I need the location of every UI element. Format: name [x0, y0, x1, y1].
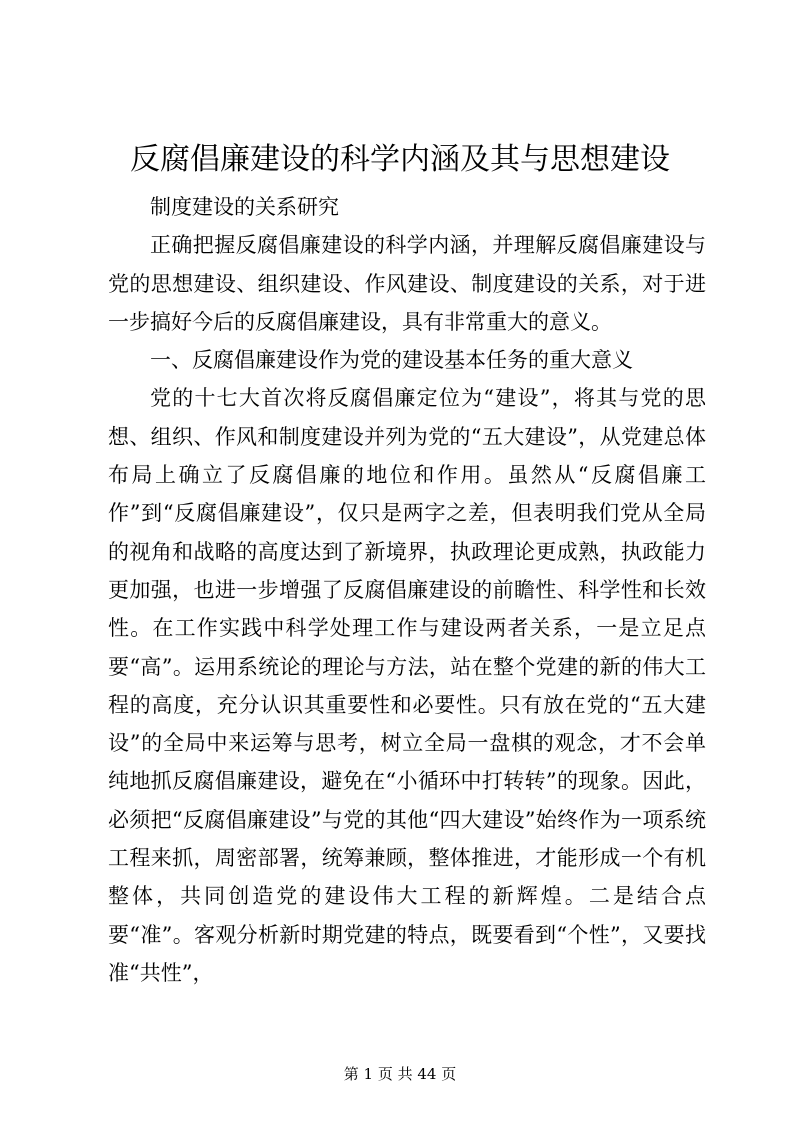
section-heading: 一、反腐倡廉建设作为党的建设基本任务的重大意义 [150, 348, 633, 373]
document-body [108, 188, 706, 992]
paragraph-body: 党的十七大首次将反腐倡廉定位为“建设”，将其与党的思想、组织、作风和制度建设并列为党的“五大建设”，从党建总体布局上确立了反腐倡廉的地位和作用。虽然从“反腐倡廉工作”到“反腐倡廉建设”，仅只是两字之差，但表明我们党从全局的视角和战略的高度达到了新境界，执政理论更成熟，执政能力更加强，也进一步增强了反腐倡廉建设的前瞻性、科学性和长效性。在工作实践中科学处理工作与建设两者关系，一是立足点要“高”。运用系统论的理论与方法，站在整个党建的新的伟大工程的高度，充分认识其重要性和必要性。只有放在党的“五大建设”的全局中来运筹与思考，树立全局一盘棋的观念，才不会单纯地抓反腐倡廉建设，避免在“小循环中打转转”的现象。因此，必须把“反腐倡廉建设”与党的其他“四大建设”始终作为一项系统工程来抓，周密部署，统筹兼顾，整体推进，才能形成一个有机整体，共同创造党的建设伟大工程的新辉煌。二是结合点要“准”。客观分析新时期党建的特点，既要看到“个性”，又要找准“共性”， [108, 386, 706, 985]
page-number-footer: 第 1 页 共 44 页 [343, 1065, 457, 1083]
paragraph-subtitle: 制度建设的关系研究 [150, 195, 339, 219]
paragraph-intro: 正确把握反腐倡廉建设的科学内涵，并理解反腐倡廉建设与党的思想建设、组织建设、作风建设、制度建设的关系，对于进一步搞好今后的反腐倡廉建设，具有非常重大的意义。 [108, 233, 706, 334]
document-title: 反腐倡廉建设的科学内涵及其与思想建设 [130, 142, 670, 177]
